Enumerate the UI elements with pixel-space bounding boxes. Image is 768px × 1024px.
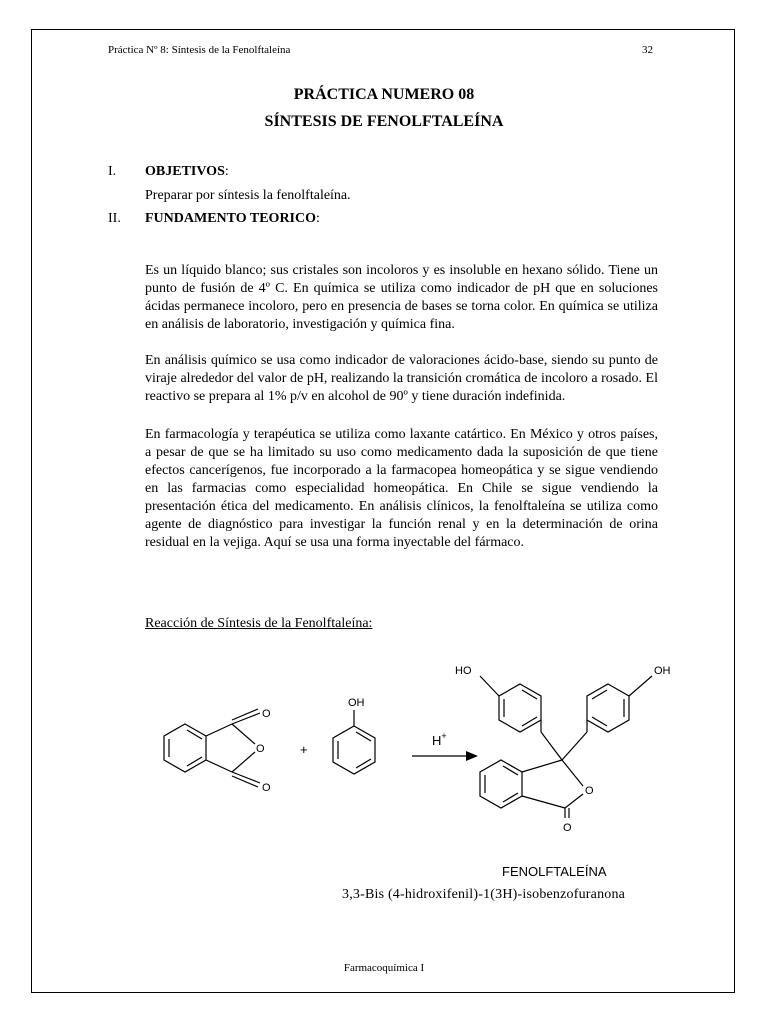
section-suffix: : [316, 211, 320, 226]
atom-o-carbonyl-top: O [262, 708, 271, 720]
product-iupac-name: 3,3-Bis (4-hidroxifenil)-1(3H)-isobenzofuranona [342, 887, 626, 902]
catalyst-h: H [432, 733, 442, 748]
fundamento-paragraph-3: En farmacología y terapéutica se utiliza como laxante catártico. En México y otros países, a pesar de que se ha limitado su uso como medicamento dada la suposición de que tiene efectos cancerígenos, fue incorporado a la farmacopea homeopática y se sigue vendiendo en las farmacias como especialidad homeopática. En Chile se sigue vendiendo la presentación ética del medicamento. En análisis clínicos, la fenolftaleína se utiliza como agente de diagnóstico para investigar la función renal y en la determinación de orina residual en la vejiga. Aquí se usa una forma inyectable del fármaco. [145, 427, 658, 550]
phthalic-anhydride-structure [164, 709, 260, 787]
fundamento-paragraph-1: Es un líquido blanco; sus cristales son incoloros y es insoluble en hexano sólido. Tiene un punto de fusión de 4º C. En química se utiliza como indicador de pH que en soluciones ácidas permanece incoloro, pero en presencia de bases se torna color. En química se utiliza en análisis de laboratorio, investigación y química fina. [145, 263, 658, 332]
page-title: PRÁCTICA NUMERO 08 [293, 86, 475, 103]
section-number-fundamento: II. [108, 211, 121, 226]
product-name: FENOLFTALEÍNA [502, 864, 607, 879]
reaction-arrow-head [466, 751, 478, 761]
phenol-structure [333, 710, 375, 774]
atom-o-carbonyl-bottom: O [262, 782, 271, 794]
fundamento-paragraph-2: En análisis químico se usa como indicador de valoraciones ácido-base, siendo su punto de viraje alrededor del valor de pH, realizando la transición cromática de incoloro a rosado. El reactivo se prepara al 1% p/v en alcohol de 90º y tiene duración indefinida. [145, 353, 658, 404]
section-number-objetivos: I. [108, 164, 117, 179]
atom-o-lactone-carbonyl: O [563, 822, 572, 834]
atom-o-ring: O [256, 743, 265, 755]
running-header: Práctica Nº 8: Síntesis de la Fenolftaleína [108, 44, 291, 56]
section-title: OBJETIVOS [145, 164, 225, 179]
objetivo-text: Preparar por síntesis la fenolftaleína. [145, 188, 351, 203]
plus-sign: + [300, 742, 308, 757]
catalyst-label [432, 731, 447, 748]
atom-o-lactone-ring: O [585, 785, 594, 797]
phenolphthalein-structure [480, 676, 652, 818]
reaction-label: Reacción de Síntesis de la Fenolftaleína: [145, 616, 373, 631]
atom-oh-right: OH [654, 665, 671, 677]
page-number: 32 [642, 44, 653, 56]
page-footer: Farmacoquímica I [343, 962, 425, 974]
page-subtitle: SÍNTESIS DE FENOLFTALEÍNA [264, 113, 504, 130]
section-title: FUNDAMENTO TEORICO [145, 211, 317, 226]
atom-ho-left: HO [455, 665, 472, 677]
catalyst-charge: + [441, 731, 447, 741]
atom-oh-phenol: OH [348, 697, 365, 709]
section-suffix: : [224, 164, 229, 179]
